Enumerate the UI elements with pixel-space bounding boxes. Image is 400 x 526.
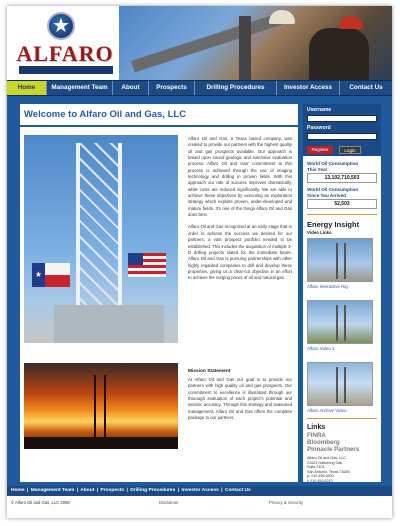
password-field[interactable]	[307, 133, 377, 140]
hero-hardhat-white	[269, 10, 295, 24]
hero-hardhat-red	[339, 16, 363, 29]
title-divider	[20, 125, 298, 127]
address-line: Alfaro Oil and Gas, LLC	[307, 456, 346, 460]
copyright-text: © Alfaro Oil and Gas, LLC 2008	[11, 500, 70, 505]
link-pinnacle-partners[interactable]: Pinnacle Partners	[307, 446, 360, 453]
video-thumbnail-video-1[interactable]	[307, 300, 373, 344]
stat-year-value: 13,102,710,503	[307, 173, 377, 183]
page-title: Welcome to Alfaro Oil and Gas, LLC	[24, 109, 187, 120]
main-panel	[20, 104, 298, 482]
gold-divider	[307, 418, 377, 419]
links-title: Links	[307, 424, 326, 431]
password-label: Password	[307, 125, 331, 131]
hero-pipe-vertical	[239, 16, 251, 80]
privacy-link[interactable]: Privacy & Security	[269, 500, 303, 505]
stat-arrived-value: 52,503	[307, 199, 377, 209]
rig-silhouette	[94, 375, 106, 441]
footer-separator: |	[126, 488, 128, 493]
logo-tagline-bar	[19, 66, 113, 74]
footer-link-investor-access[interactable]: Investor Access	[181, 488, 219, 493]
company-address	[307, 456, 379, 484]
footer-separator: |	[76, 488, 79, 493]
header-hero-image	[119, 6, 392, 80]
video-caption[interactable]: Alfaro Archive Video	[307, 408, 347, 413]
disclaimer-link[interactable]: Disclaimer	[159, 500, 179, 505]
nav-item-contact-us[interactable]: Contact Us	[349, 84, 383, 91]
username-field[interactable]	[307, 115, 377, 122]
gold-divider	[307, 214, 377, 215]
main-nav	[7, 80, 392, 96]
logo-name: ALFARO	[16, 41, 114, 66]
oil-rig-photo	[24, 135, 178, 343]
page	[7, 6, 392, 518]
fax-number: f: 210.490.6210	[307, 478, 333, 483]
footer-separator: |	[221, 488, 223, 493]
address-line: 21023 Gathering Oak	[307, 460, 343, 465]
rig-base	[54, 305, 164, 343]
footer-separator: |	[26, 488, 29, 493]
rig-tower	[76, 143, 122, 313]
nav-item-home[interactable]: Home	[7, 81, 47, 95]
ground-silhouette	[24, 437, 178, 449]
register-button[interactable]: Register	[307, 146, 333, 154]
intro-paragraph-1: Alfaro Oil and Gas, a Texas based company, was created to provide our partners with the highest quality oil and gas prospects available. Our approach is based upon sound geologic and extensive evaluation process. Alfaro Oil and Gas' commitment to this process is achieved through the use of imaging technology and drilling in proven fields. With this approach our rate of success improves dramatically, while costs are reduced significantly. We are able to achieve these objectives by executing an exploration strategy which exploits proven, under-developed and mature fields. It's one of the things Alfaro Oil and Gas does best.	[188, 136, 292, 218]
nav-item-prospects[interactable]: Prospects	[149, 81, 195, 95]
intro-paragraph-2: Alfaro Oil and Gas recognized at an early stage that in order to achieve the success we desired for our partners, a vast prospect portfolio needed to be established. This includes the acquisition of multiple 3-D drilling projects slated for the immediate future. Alfaro Oil and Gas is pursuing partnerships with other highly regarded companies to drill and develop these properties, giving us a clear-cut objective in an effort to achieve the surging prices of oil and natural gas.	[188, 224, 292, 281]
footer-link-about[interactable]: About	[80, 488, 95, 493]
footer-link-drilling-procedures[interactable]: Drilling Procedures	[130, 488, 176, 493]
nav-item-drilling-procedures[interactable]: Drilling Procedures	[195, 81, 277, 95]
sunset-rig-photo	[24, 363, 178, 449]
stat-arrived-label: World Oil Consumption Since You Arrived	[307, 187, 359, 198]
video-thumbnail-interactive-rig[interactable]	[307, 238, 373, 282]
video-links-label: Video Links	[307, 230, 332, 235]
address-line: San Antonio, Texas 78260	[307, 469, 350, 474]
thumb-rig	[336, 305, 346, 341]
star-emblem-icon	[47, 12, 75, 40]
site-header	[7, 6, 392, 80]
phone-number: p: 210.490.6200	[307, 474, 334, 479]
intro-text	[188, 136, 292, 288]
nav-item-management-team[interactable]: Management Team	[47, 81, 113, 95]
stat-year-label: World Oil Consumption This Year	[307, 161, 359, 172]
sidebar	[303, 104, 381, 482]
footer-link-home[interactable]: Home	[11, 488, 25, 493]
company-logo[interactable]	[11, 8, 117, 78]
thumb-rig	[336, 367, 346, 403]
hero-worker	[309, 28, 369, 80]
video-caption[interactable]: Alfaro Interactive Rig	[307, 284, 348, 289]
login-panel	[303, 104, 381, 156]
footer-separator: |	[177, 488, 180, 493]
nav-item-investor-access[interactable]: Investor Access	[277, 81, 340, 95]
video-caption[interactable]: Alfaro Video 1	[307, 346, 335, 351]
energy-insight-title: Energy Insight	[307, 220, 360, 229]
link-bloomberg[interactable]: Bloomberg	[307, 439, 340, 446]
footer-nav	[7, 486, 392, 496]
footer-link-management-team[interactable]: Management Team	[30, 488, 75, 493]
footer-link-prospects[interactable]: Prospects	[100, 488, 125, 493]
username-label: Username	[307, 107, 332, 113]
login-button[interactable]: Login	[339, 146, 361, 154]
footer-separator: |	[96, 488, 99, 493]
site-footer	[7, 496, 392, 518]
video-thumbnail-archive-video[interactable]	[307, 362, 373, 406]
address-line: Suite 2101	[307, 465, 325, 470]
thumb-rig	[336, 243, 346, 279]
mission-title: Mission Statement	[188, 369, 231, 374]
link-finra[interactable]: FINRA	[307, 432, 326, 439]
nav-item-about[interactable]: About	[113, 81, 149, 95]
hero-pipe	[131, 12, 287, 73]
footer-link-contact-us[interactable]: Contact Us	[224, 488, 251, 493]
texas-flag	[32, 263, 70, 287]
us-flag	[128, 253, 166, 277]
content-area	[7, 96, 392, 486]
mission-text: At Alfaro Oil and Gas our goal is to provide our partners with high quality oil and gas prospects. Our commitment to excellence is illustrated through our thorough evaluation of each project's potential and seismic accuracy. Through this strategy and seasoned management, Alfaro Oil and Gas offers the complete package to our partners.	[188, 377, 292, 421]
